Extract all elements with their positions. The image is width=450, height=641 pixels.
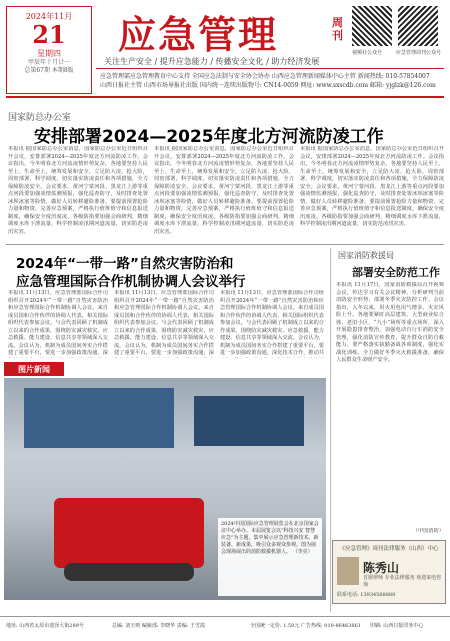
day-number: 21 <box>32 20 66 49</box>
weekday: 星期四 <box>37 49 61 58</box>
qr-code-icon <box>352 6 392 46</box>
footer-phone: 全国统一定价: 1.50元 广告热线: 010-86463861 <box>250 623 361 629</box>
second-headline-line1: 2024年“一带一路”自然灾害防治和 <box>16 256 234 272</box>
section-divider <box>6 244 444 245</box>
footer-print: 印刷: 山西日报印务中心 <box>370 623 424 629</box>
second-headline-line2: 应急管理国际合作机制协调人会议举行 <box>16 274 246 290</box>
lead-body-col1: 本报讯 据国家防总办公室消息，国家防总办公室近日组织召开会议，安排部署2024—2025年度北方河流防凌工作。会议指出，今冬明春北方河流凌情形势复杂，各地要坚持人民至上、生命至上，统筹发展和安全，立足防大凌、抢大险，周密部署，科学调度，切实落实防凌责任和各项措施，全力保障防凌安全。会议要求，黄河宁蒙河段、黑龙江上游等重点河段要加强凌情监测预报，强化巡查防守，及时排查处置冰坝冰塞等险情，做好人员转移避险准备。要提前预置抢险力量和物资，完善应急预案，严格执行值班值守和信息报送制度，确保安全度汛度凌。各级防指要加强会商研判，精细调度水库下泄流量，科学控制凌汛期河道流量，切实防范凌汛灾害。 <box>8 146 148 235</box>
footer-desk: 总编: 刘玉则 编辑部: 李晓华 责编: 王雪霞 <box>112 623 206 629</box>
lunar-date: 甲辰年十月廿一 <box>27 59 70 66</box>
photo-caption: 2024中国国际应急管理展览会在北京国家会议中心举办。本届展览会以“科技兴安 智慧应急”为主题，集中展示应急管理新技术、新装备、新成果，吸引众多观众参观。图为展会现场展出的消防救援机器人。 <box>221 521 319 555</box>
right-author: （中国消防） <box>412 528 444 534</box>
robot-tracks <box>64 563 194 581</box>
second-body-col2: 本报讯 11月13日，应急管理部国际合作司组织召开2024年“一带一路”自然灾害防治和应急管理国际合作机制协调人会议。来自成员国和合作伙伴的协调人代表，相关国际组织代表参加会议。与会代表回顾了机制成立以来的合作成果，围绕防灾减灾救灾、应急救援、能力建设、信息共享等领域深入交流。会议认为，机制为成员国间务实合作搭建了重要平台，要进一步加强政策沟通，深 <box>114 290 214 356</box>
year-month: 2024年11月 <box>25 12 73 21</box>
masthead-rule <box>96 68 444 69</box>
photo-news-label: 图片新闻 <box>4 362 64 376</box>
info-line-2: 山西日报社主管 山西市场导报社出版 国内统一连续出版物号: CN14-0059 网址: www.sxscdb.com 邮箱: yjglzk@126.com <box>100 82 436 89</box>
display-screen <box>194 396 304 446</box>
issue-total: 总第67期 本期8版 <box>24 67 74 74</box>
display-screen <box>24 388 174 448</box>
ad-subtitle: 首席律师 专业法律服务 欢迎来电咨询 <box>363 575 442 588</box>
qr2-label: 应急管理周刊公众号 <box>396 50 442 56</box>
ad-title: 《应急管理》周刊法律服务（山西）中心 <box>339 546 439 552</box>
right-kicker: 国家消防救援局 <box>338 251 394 260</box>
date-box <box>6 6 92 94</box>
column-divider <box>330 248 331 612</box>
right-headline: 部署安全防范工作 <box>352 266 440 279</box>
lead-headline: 安排部署2024—2025年度北方河流防凌工作 <box>34 127 384 147</box>
footer <box>0 616 450 641</box>
lead-body-col2: 本报讯 据国家防总办公室消息，国家防总办公室近日组织召开会议，安排部署2024—2025年度北方河流防凌工作。会议指出，今冬明春北方河流凌情形势复杂，各地要坚持人民至上、生命至上，统筹发展和安全，立足防大凌、抢大险，周密部署，科学调度，切实落实防凌责任和各项措施，全力保障防凌安全。会议要求，黄河宁蒙河段、黑龙江上游等重点河段要加强凌情监测预报，强化巡查防守，及时排查处置冰坝冰塞等险情，做好人员转移避险准备。要提前预置抢险力量和物资，完善应急预案，严格执行值班值守和信息报送制度，确保安全度汛度凌。各级防指要加强会商研判，精细调度水库下泄流量，科学控制凌汛期河道流量，切实防范凌汛灾害。 <box>154 146 294 235</box>
qr-code-icon <box>398 6 438 46</box>
photo-credit: （李亮） <box>292 549 313 555</box>
title-suffix: 周刊 <box>332 16 343 42</box>
masthead-divider <box>6 96 444 98</box>
footer-address: 地址: 山西省太原市迎泽大街289号 <box>6 623 84 629</box>
qr1-label: 视频社公众号 <box>352 50 383 56</box>
lead-kicker: 国家防总办公室 <box>8 113 72 123</box>
legal-service-ad <box>332 540 446 604</box>
ad-portrait <box>337 557 359 585</box>
slogan: 关注生产安全 / 提升应急能力 / 传播安全文化 / 助力经济发展 <box>104 57 320 66</box>
photo-caption-box <box>218 518 322 596</box>
news-photo <box>4 378 326 600</box>
ad-name: 陈秀山 <box>363 561 400 575</box>
fire-robot <box>54 498 204 568</box>
second-body-col3: 本报讯 11月13日，应急管理部国际合作司组织召开2024年“一带一路”自然灾害防治和应急管理国际合作机制协调人会议。来自成员国和合作伙伴的协调人代表，相关国际组织代表参加会议。与会代表回顾了机制成立以来的合作成果，围绕防灾减灾救灾、应急救援、能力建设、信息共享等领域深入交流。会议认为，机制为成员国间务实合作搭建了重要平台，要进一步加强政策沟通，深化技术合作，推动共 <box>220 290 324 356</box>
lead-body-col3: 本报讯 据国家防总办公室消息，国家防总办公室近日组织召开会议，安排部署2024—2025年度北方河流防凌工作。会议指出，今冬明春北方河流凌情形势复杂，各地要坚持人民至上、生命至上，统筹发展和安全，立足防大凌、抢大险，周密部署，科学调度，切实落实防凌责任和各项措施，全力保障防凌安全。会议要求，黄河宁蒙河段、黑龙江上游等重点河段要加强凌情监测预报，强化巡查防守，及时排查处置冰坝冰塞等险情，做好人员转移避险准备。要提前预置抢险力量和物资，完善应急预案，严格执行值班值守和信息报送制度，确保安全度汛度凌。各级防指要加强会商研判，精细调度水库下泄流量，科学控制凌汛期河道流量，切实防范凌汛灾害。 <box>300 146 444 227</box>
newspaper-title: 应急管理 <box>118 13 279 57</box>
right-body: 本报讯 11月17日，国家消防救援局召开视频会议，传达学习有关会议精神，分析研判当前消防安全形势，部署冬季火灾防控工作。会议指出，入冬以来，用火用电用气增多，火灾风险上升。各地要紧盯高层建筑、大型商业综合体、老旧小区、“九小”场所等重点场所，深入开展隐患排查整治，加强电动自行车消防安全管理，强化消防宣传教育，提升群众自防自救能力。要严格落实执勤备战各项制度，强化实战化训练，全力做好冬季灭火救援准备，确保人民群众生命财产安全。 <box>336 282 444 363</box>
info-line-1: 应急管理部应急管理教育中心支持 全国应急法制与安全协会协办 山西应急管理新闻媒体中心主管 新闻热线: 010-57854007 <box>100 73 430 80</box>
ad-phone: 联系电话: 13934568888 <box>337 592 396 598</box>
second-body-col1: 本报讯 11月13日，应急管理部国际合作司组织召开2024年“一带一路”自然灾害防治和应急管理国际合作机制协调人会议。来自成员国和合作伙伴的协调人代表，相关国际组织代表参加会议。与会代表回顾了机制成立以来的合作成果，围绕防灾减灾救灾、应急救援、能力建设、信息共享等领域深入交流。会议认为，机制为成员国间务实合作搭建了重要平台，要进一步加强政策沟通，深 <box>8 290 108 356</box>
